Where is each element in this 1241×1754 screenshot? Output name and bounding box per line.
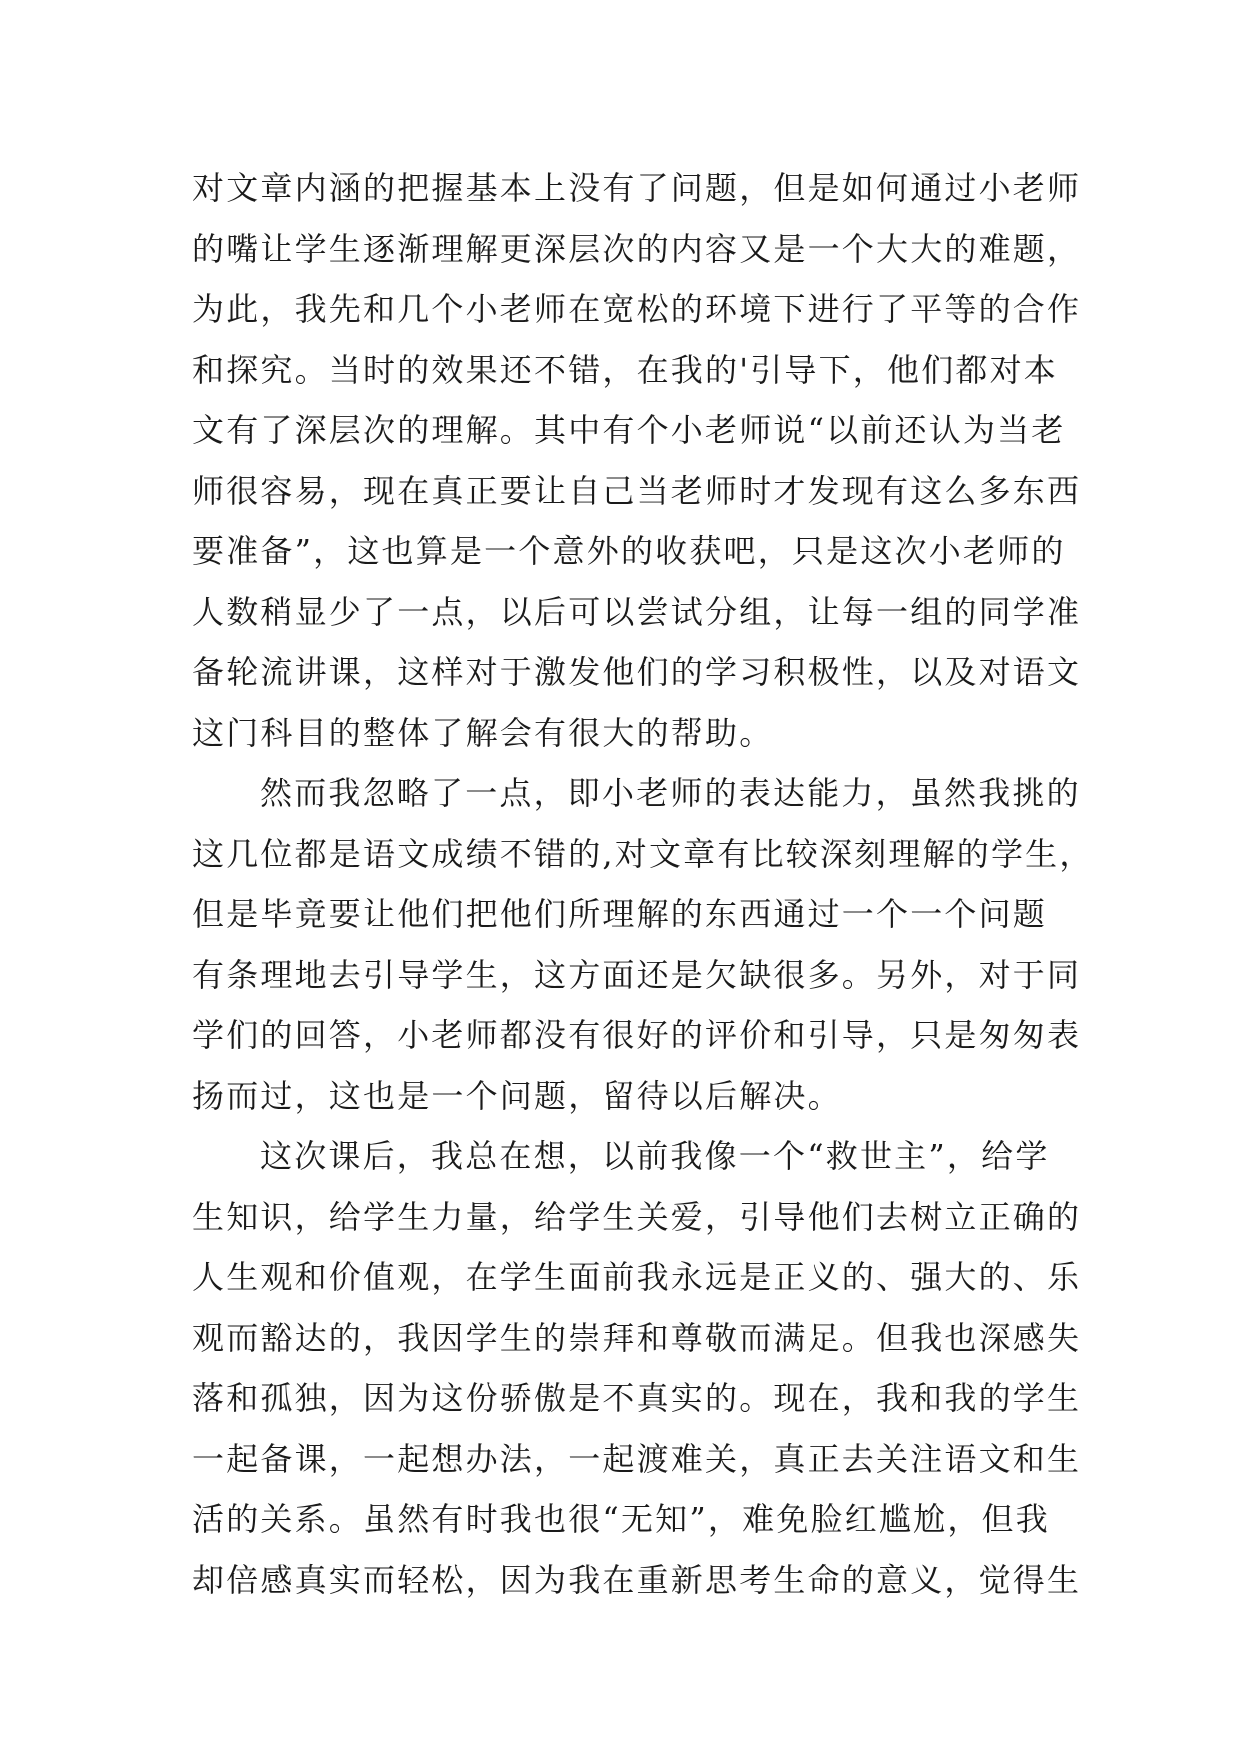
- paragraph-first-line: 然而我忽略了一点，即小老师的表达能力，虽然我挑的: [260, 774, 1081, 812]
- text-line: 和探究。当时的效果还不错，在我的'引导下，他们都对本: [192, 350, 1058, 389]
- text-line: 师很容易，现在真正要让自己当老师时才发现有这么多东西: [192, 471, 1082, 510]
- body-text: [192, 158, 1094, 1610]
- text-line: 这几位都是语文成绩不错的,对文章有比较深刻理解的学生，: [192, 834, 1094, 873]
- text-line: 一起备课，一起想办法，一起渡难关，真正去关注语文和生: [192, 1439, 1082, 1478]
- text-line: 人数稍显少了一点，以后可以尝试分组，让每一组的同学准: [192, 592, 1082, 631]
- text-line: 要准备”，这也算是一个意外的收获吧，只是这次小老师的: [192, 532, 1066, 570]
- text-line: 人生观和价值观，在学生面前我永远是正义的、强大的、乐: [192, 1258, 1082, 1296]
- paragraph-first-line: 这次课后，我总在想，以前我像一个“救世主”，给学: [260, 1137, 1050, 1175]
- text-line: 备轮流讲课，这样对于激发他们的学习积极性，以及对语文: [192, 653, 1082, 691]
- text-line: 落和孤独，因为这份骄傲是不真实的。现在，我和我的学生: [192, 1379, 1082, 1417]
- text-line: 却倍感真实而轻松，因为我在重新思考生命的意义，觉得生: [192, 1560, 1082, 1599]
- text-line: 对文章内涵的把握基本上没有了问题，但是如何通过小老师: [192, 169, 1082, 207]
- text-line: 生知识，给学生力量，给学生关爱，引导他们去树立正确的: [192, 1197, 1082, 1236]
- text-line: 观而豁达的，我因学生的崇拜和尊敬而满足。但我也深感失: [192, 1318, 1082, 1357]
- text-line: 的嘴让学生逐渐理解更深层次的内容又是一个大大的难题，: [192, 229, 1082, 268]
- text-line: 有条理地去引导学生，这方面还是欠缺很多。另外，对于同: [192, 955, 1082, 994]
- text-line: 扬而过，这也是一个问题，留待以后解决。: [192, 1076, 842, 1115]
- text-line: 文有了深层次的理解。其中有个小老师说“以前还认为当老: [192, 411, 1066, 449]
- text-line: 但是毕竟要让他们把他们所理解的东西通过一个一个问题: [192, 895, 1048, 933]
- text-line: 活的关系。虽然有时我也很“无知”，难免脸红尴尬，但我: [192, 1500, 1050, 1538]
- text-line: 为此，我先和几个小老师在宽松的环境下进行了平等的合作: [192, 290, 1082, 328]
- text-line: 这门科目的整体了解会有很大的帮助。: [192, 713, 774, 752]
- text-line: 学们的回答，小老师都没有很好的评价和引导，只是匆匆表: [192, 1016, 1082, 1054]
